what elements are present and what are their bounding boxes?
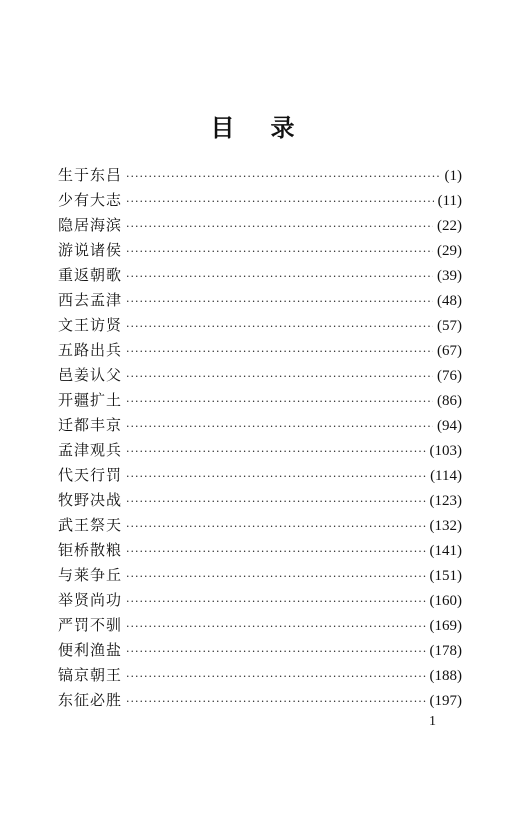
dot-leader (126, 295, 433, 308)
toc-entry-title: 游说诸侯 (58, 241, 123, 259)
toc-entry[interactable] (58, 189, 462, 214)
toc-entry-page: (123) (429, 493, 462, 509)
toc-entry[interactable] (58, 489, 462, 514)
toc-entry[interactable] (58, 239, 462, 264)
toc-entry-title: 西去孟津 (58, 291, 123, 309)
toc-entry-page: (57) (437, 318, 462, 334)
toc-entry[interactable] (58, 289, 462, 314)
toc-entry-page: (114) (430, 468, 462, 484)
toc-entry-page: (76) (437, 368, 462, 384)
toc-entry[interactable] (58, 539, 462, 564)
toc-entry-page: (197) (429, 693, 462, 709)
toc-entry-page: (11) (437, 193, 462, 209)
toc-entry[interactable] (58, 264, 462, 289)
toc-entry-title: 严罚不驯 (58, 616, 123, 634)
dot-leader (126, 370, 433, 383)
page-number: 1 (429, 714, 436, 729)
table-of-contents (58, 164, 462, 714)
toc-entry-title: 东征必胜 (58, 691, 123, 709)
dot-leader (126, 220, 433, 233)
dot-leader (126, 420, 433, 433)
toc-entry-page: (86) (437, 393, 462, 409)
dot-leader (126, 245, 433, 258)
toc-entry-page: (151) (429, 568, 462, 584)
toc-entry[interactable] (58, 389, 462, 414)
toc-entry[interactable] (58, 439, 462, 464)
dot-leader (126, 170, 440, 183)
dot-leader (126, 545, 425, 558)
toc-entry-title: 牧野决战 (58, 491, 123, 509)
toc-entry-title: 举贤尚功 (58, 591, 123, 609)
dot-leader (126, 595, 425, 608)
toc-entry-title: 重返朝歌 (58, 266, 123, 284)
toc-entry-title: 镐京朝王 (58, 666, 123, 684)
toc-entry-page: (29) (437, 243, 462, 259)
toc-entry[interactable] (58, 464, 462, 489)
toc-entry-title: 与莱争丘 (58, 566, 123, 584)
toc-entry[interactable] (58, 339, 462, 364)
toc-entry-page: (160) (429, 593, 462, 609)
dot-leader (126, 345, 433, 358)
toc-entry-title: 文王访贤 (58, 316, 123, 334)
toc-entry-page: (39) (437, 268, 462, 284)
toc-entry-title: 便利渔盐 (58, 641, 123, 659)
toc-entry-title: 五路出兵 (58, 341, 123, 359)
toc-entry-title: 迁都丰京 (58, 416, 123, 434)
dot-leader (126, 395, 433, 408)
toc-entry[interactable] (58, 164, 462, 189)
toc-entry-page: (67) (437, 343, 462, 359)
toc-entry[interactable] (58, 564, 462, 589)
toc-entry[interactable] (58, 314, 462, 339)
dot-leader (126, 445, 425, 458)
toc-entry-page: (22) (437, 218, 462, 234)
page-title: 目录 (210, 114, 331, 142)
toc-entry-page: (94) (437, 418, 462, 434)
toc-entry-title: 代天行罚 (58, 466, 123, 484)
toc-entry-title: 隐居海滨 (58, 216, 123, 234)
dot-leader (126, 470, 426, 483)
toc-entry-title: 钜桥散粮 (58, 541, 123, 559)
toc-entry[interactable] (58, 514, 462, 539)
toc-entry-title: 邑姜认父 (58, 366, 123, 384)
dot-leader (126, 570, 425, 583)
dot-leader (126, 620, 425, 633)
toc-entry[interactable] (58, 664, 462, 689)
toc-entry[interactable] (58, 214, 462, 239)
toc-entry-page: (103) (429, 443, 462, 459)
dot-leader (126, 520, 425, 533)
toc-entry-title: 孟津观兵 (58, 441, 123, 459)
dot-leader (126, 670, 425, 683)
toc-entry[interactable] (58, 589, 462, 614)
toc-entry-title: 武王祭天 (58, 516, 123, 534)
dot-leader (126, 195, 434, 208)
dot-leader (126, 270, 433, 283)
toc-entry-title: 开疆扩土 (58, 391, 123, 409)
toc-entry-page: (188) (429, 668, 462, 684)
toc-entry-page: (169) (429, 618, 462, 634)
dot-leader (126, 495, 425, 508)
toc-entry[interactable] (58, 414, 462, 439)
toc-entry-page: (132) (429, 518, 462, 534)
dot-leader (126, 695, 425, 708)
toc-entry[interactable] (58, 639, 462, 664)
toc-entry-title: 生于东吕 (58, 166, 123, 184)
toc-entry[interactable] (58, 614, 462, 639)
toc-entry-page: (178) (429, 643, 462, 659)
toc-entry-title: 少有大志 (58, 191, 123, 209)
toc-entry[interactable] (58, 364, 462, 389)
toc-entry[interactable] (58, 689, 462, 714)
toc-entry-page: (1) (444, 168, 462, 184)
toc-entry-page: (48) (437, 293, 462, 309)
dot-leader (126, 320, 433, 333)
dot-leader (126, 645, 425, 658)
toc-entry-page: (141) (429, 543, 462, 559)
